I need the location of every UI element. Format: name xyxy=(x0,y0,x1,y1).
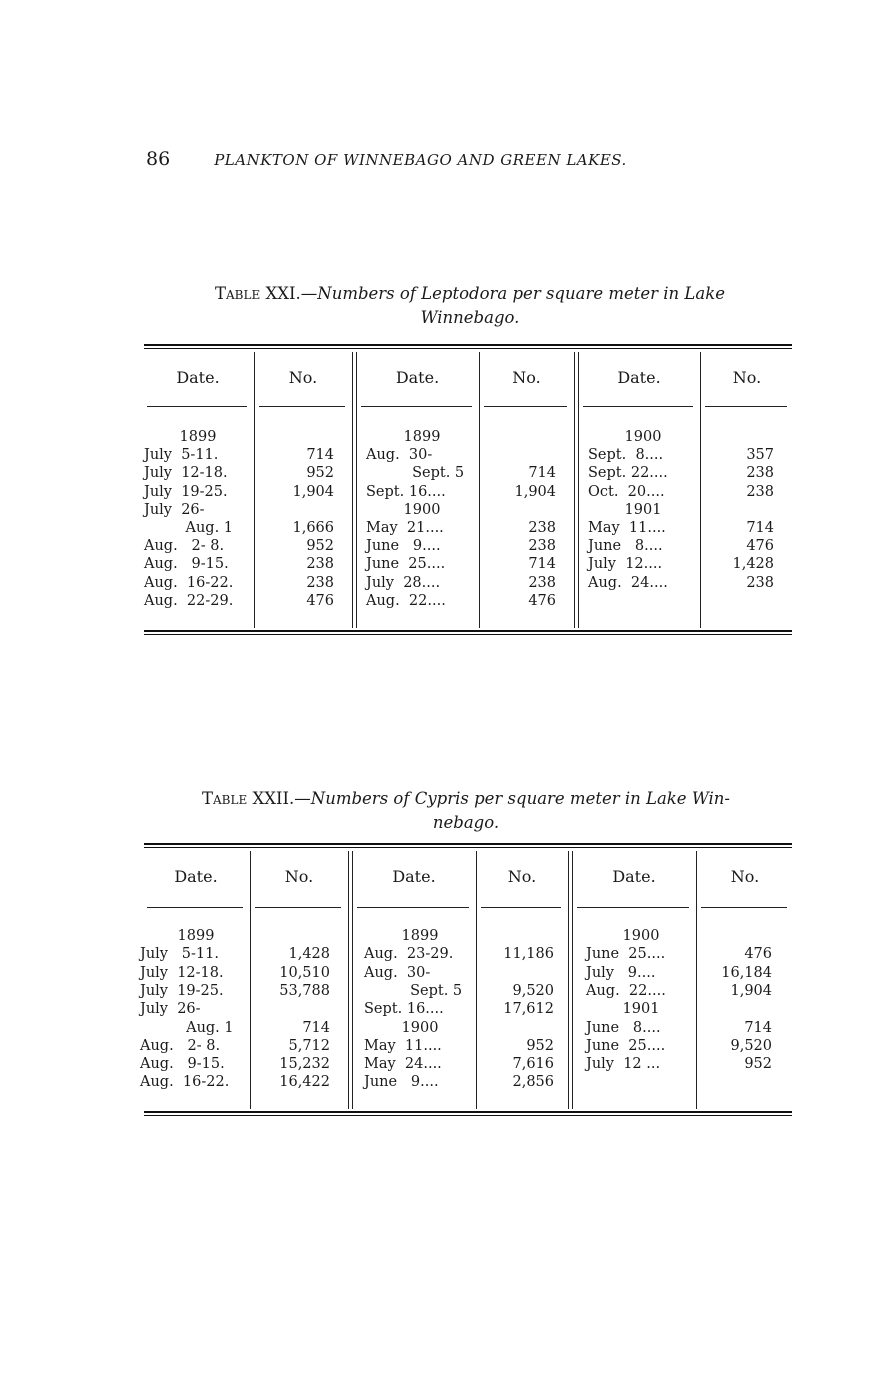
count-cell: 952 xyxy=(306,538,334,555)
table-top-rule-inner xyxy=(144,847,792,848)
table-22-label: Table XXII. xyxy=(202,789,295,808)
date-cell: June 9.... xyxy=(364,1074,439,1091)
header-underline xyxy=(259,406,345,407)
date-cell: Aug. 23-29. xyxy=(364,946,454,963)
column-separator xyxy=(352,352,353,628)
date-cell: Aug. 9-15. xyxy=(144,556,229,573)
count-cell: 17,612 xyxy=(503,1001,554,1018)
date-cell: May 11.... xyxy=(364,1037,442,1054)
count-cell: 1,904 xyxy=(514,483,556,500)
date-cell: May 21.... xyxy=(366,520,444,536)
date-cell: Aug. 9-15. xyxy=(140,1056,225,1073)
column-header: No. xyxy=(512,368,541,387)
date-cell: July 5-11. xyxy=(140,946,219,963)
date-cell: July 28.... xyxy=(366,574,441,591)
header-underline xyxy=(701,907,787,908)
header-underline xyxy=(705,406,787,407)
column-header: Date. xyxy=(174,867,218,886)
column-header: No. xyxy=(507,867,537,886)
date-cell: Sept. 5 xyxy=(364,982,463,999)
count-cell: 15,232 xyxy=(279,1056,330,1073)
table-21-caption xyxy=(150,282,790,330)
count-cell: 238 xyxy=(746,483,774,500)
count-cell: 53,788 xyxy=(279,982,330,999)
count-cell: 714 xyxy=(744,1019,772,1036)
column-header: No. xyxy=(732,368,762,387)
date-cell: July 19-25. xyxy=(144,483,228,500)
date-cell: July 19-25. xyxy=(140,982,224,999)
column-header: Date. xyxy=(617,368,661,387)
count-cell: 10,510 xyxy=(279,964,330,981)
count-cell: 1,666 xyxy=(292,520,334,536)
count-cell: 714 xyxy=(528,465,556,482)
count-cell: 2,856 xyxy=(512,1074,554,1091)
column-header: No. xyxy=(288,368,318,387)
date-cell: Oct. 20.... xyxy=(588,483,665,500)
year-label: 1901 xyxy=(622,1001,660,1018)
table-top-rule xyxy=(144,843,792,845)
table-22-caption-line2: nebago. xyxy=(432,813,500,832)
count-cell: 7,616 xyxy=(512,1056,554,1073)
date-cell: July 26- xyxy=(144,501,205,518)
count-cell: 714 xyxy=(746,520,774,536)
count-cell: 238 xyxy=(746,574,774,591)
table-bottom-rule xyxy=(144,1111,792,1113)
column-separator xyxy=(356,352,357,628)
count-cell: 1,428 xyxy=(288,946,330,963)
date-cell: May 24.... xyxy=(364,1056,442,1073)
count-cell: 714 xyxy=(528,556,556,573)
date-cell: July 5-11. xyxy=(144,447,219,464)
date-cell: June 9.... xyxy=(366,538,441,555)
year-label: 1899 xyxy=(403,429,441,445)
date-cell: Aug. 30- xyxy=(366,447,433,464)
date-cell: Aug. 16-22. xyxy=(144,574,234,591)
count-cell: 9,520 xyxy=(730,1037,772,1054)
date-cell: Sept. 8.... xyxy=(588,447,664,464)
count-cell: 238 xyxy=(306,574,334,591)
column-separator xyxy=(572,851,573,1109)
date-cell: Sept. 22.... xyxy=(588,465,668,482)
count-cell: 1,904 xyxy=(730,982,772,999)
table-top-rule-inner xyxy=(144,348,792,349)
page-header xyxy=(146,148,736,170)
column-header: Date. xyxy=(176,368,220,387)
date-cell: Sept. 16.... xyxy=(364,1001,444,1018)
table-21-caption-line2: Winnebago. xyxy=(420,308,520,327)
header-underline xyxy=(147,907,243,908)
year-label: 1901 xyxy=(624,501,662,518)
count-cell: 952 xyxy=(744,1056,772,1073)
date-cell: Sept. 5 xyxy=(366,465,465,482)
date-cell: Aug. 2- 8. xyxy=(140,1037,221,1054)
table-21-caption-line1: —Numbers of Leptodora per square meter in Lake xyxy=(300,284,725,303)
header-underline xyxy=(357,907,469,908)
count-cell: 238 xyxy=(528,538,556,555)
count-cell: 476 xyxy=(746,538,774,555)
date-cell: June 25.... xyxy=(366,556,446,573)
column-header: No. xyxy=(730,867,760,886)
count-cell: 952 xyxy=(306,465,334,482)
count-cell: 714 xyxy=(302,1019,330,1036)
date-cell: July 9.... xyxy=(586,964,656,981)
page-number: 86 xyxy=(146,148,171,170)
date-cell: July 12 ... xyxy=(586,1056,661,1073)
running-title: PLANKTON OF WINNEBAGO AND GREEN LAKES. xyxy=(214,151,627,169)
count-cell: 16,422 xyxy=(279,1074,330,1091)
table-22-caption xyxy=(140,787,792,835)
date-cell: July 12.... xyxy=(588,556,663,573)
column-separator xyxy=(568,851,569,1109)
count-cell: 1,904 xyxy=(292,483,334,500)
date-cell: July 12-18. xyxy=(144,465,228,482)
table-21-label: Table XXI. xyxy=(215,284,301,303)
header-underline xyxy=(481,907,561,908)
year-label: 1899 xyxy=(177,928,215,944)
table-bottom-rule-inner xyxy=(144,634,792,635)
year-label: 1900 xyxy=(401,1019,439,1036)
count-cell: 16,184 xyxy=(721,964,772,981)
count-cell: 952 xyxy=(526,1037,554,1054)
table-bottom-rule xyxy=(144,630,792,632)
header-underline xyxy=(255,907,341,908)
count-cell: 1,428 xyxy=(732,556,774,573)
table-bottom-rule-inner xyxy=(144,1115,792,1116)
date-cell: Aug. 30- xyxy=(364,964,431,981)
date-cell: June 25.... xyxy=(586,946,666,963)
header-underline xyxy=(583,406,693,407)
column-header: Date. xyxy=(395,368,440,387)
count-cell: 238 xyxy=(528,574,556,591)
date-cell: Aug. 22.... xyxy=(366,592,446,609)
header-underline xyxy=(361,406,472,407)
table-22-caption-line1: —Numbers of Cypris per square meter in Lake Win- xyxy=(294,789,730,808)
year-label: 1899 xyxy=(401,928,439,944)
date-cell: Aug. 1 xyxy=(144,520,234,536)
column-separator xyxy=(352,851,353,1109)
date-cell: Aug. 22-29. xyxy=(144,592,234,609)
header-underline xyxy=(577,907,689,908)
table-22 xyxy=(140,843,792,1117)
count-cell: 238 xyxy=(746,465,774,482)
date-cell: Aug. 1 xyxy=(140,1019,234,1036)
date-cell: July 26- xyxy=(140,1001,201,1018)
date-cell: July 12-18. xyxy=(140,964,224,981)
column-separator xyxy=(574,352,575,628)
table-21 xyxy=(144,344,792,636)
count-cell: 11,186 xyxy=(503,946,554,963)
date-cell: May 11.... xyxy=(588,520,666,536)
count-cell: 238 xyxy=(528,520,556,536)
date-cell: Sept. 16.... xyxy=(366,483,446,500)
column-header: No. xyxy=(284,867,314,886)
count-cell: 9,520 xyxy=(512,982,554,999)
count-cell: 5,712 xyxy=(288,1037,330,1054)
count-cell: 476 xyxy=(744,946,772,963)
date-cell: Aug. 24.... xyxy=(588,574,668,591)
date-cell: Aug. 16-22. xyxy=(140,1074,230,1091)
table-top-rule xyxy=(144,344,792,346)
count-cell: 476 xyxy=(528,592,556,609)
header-underline xyxy=(147,406,247,407)
count-cell: 476 xyxy=(306,592,334,609)
count-cell: 357 xyxy=(746,447,774,464)
year-label: 1899 xyxy=(179,429,217,445)
count-cell: 714 xyxy=(306,447,334,464)
year-label: 1900 xyxy=(403,501,441,518)
column-separator xyxy=(348,851,349,1109)
year-label: 1900 xyxy=(622,928,660,944)
header-underline xyxy=(484,406,567,407)
date-cell: Aug. 22.... xyxy=(586,982,666,999)
date-cell: June 8.... xyxy=(588,538,663,555)
count-cell: 238 xyxy=(306,556,334,573)
column-header: Date. xyxy=(392,867,436,886)
date-cell: June 8.... xyxy=(586,1019,661,1036)
year-label: 1900 xyxy=(624,429,662,445)
column-separator xyxy=(578,352,579,628)
column-header: Date. xyxy=(612,867,656,886)
date-cell: Aug. 2- 8. xyxy=(144,538,225,555)
date-cell: June 25.... xyxy=(586,1037,666,1054)
